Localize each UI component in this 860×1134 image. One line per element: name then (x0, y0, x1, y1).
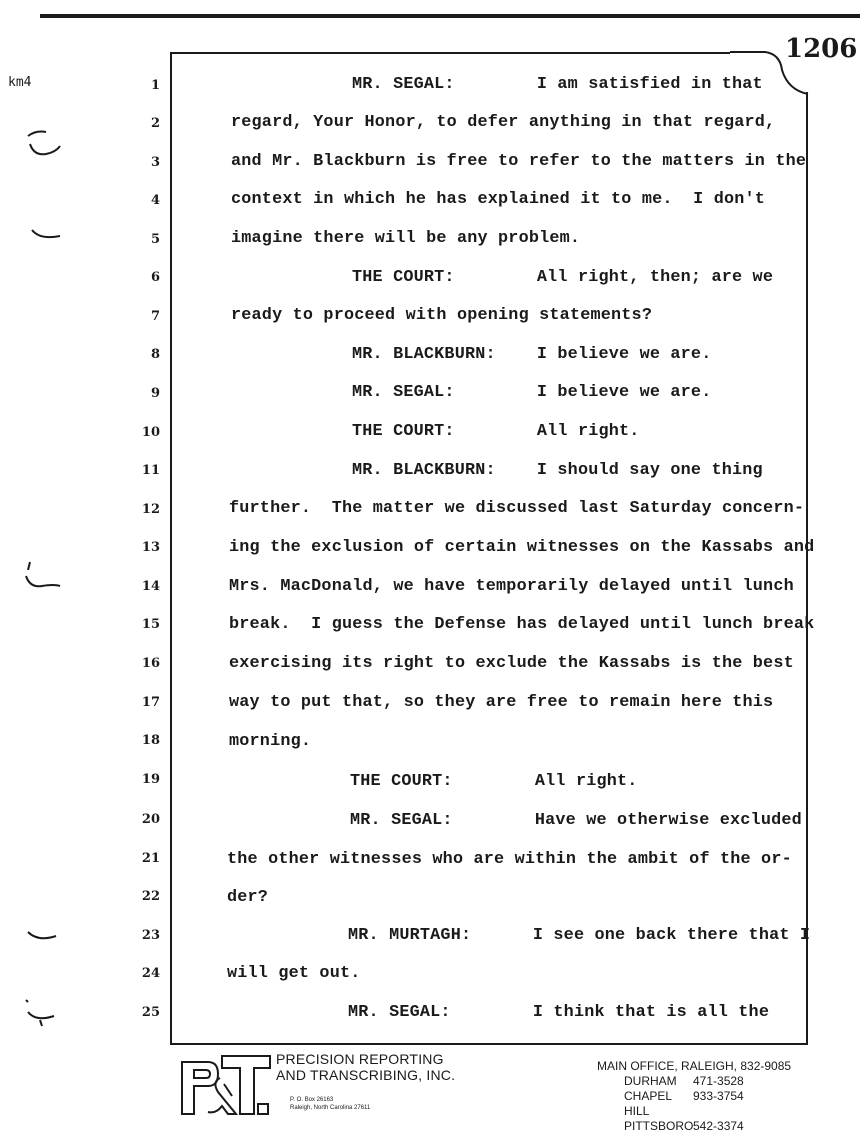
transcript-line: THE COURT: All right. (352, 422, 640, 441)
line-number: 6 (150, 270, 160, 285)
transcript-line: ing the exclusion of certain witnesses on the Kassabs and (229, 538, 815, 557)
margin-mark (26, 126, 66, 162)
line-number: 16 (141, 656, 160, 671)
line-number: 22 (141, 889, 160, 904)
line-number: 23 (141, 928, 160, 943)
margin-mark (30, 226, 64, 242)
margin-mark (22, 560, 66, 594)
firm-address (290, 1096, 370, 1112)
transcript-line: THE COURT: All right. (350, 772, 638, 791)
line-number: 24 (141, 966, 160, 981)
transcript-line: exercising its right to exclude the Kassabs is the best (229, 654, 794, 673)
margin-mark (22, 996, 62, 1032)
line-number: 17 (141, 695, 160, 710)
frame-bottom-line (170, 1043, 808, 1045)
firm-name (276, 1051, 455, 1083)
line-number: 2 (150, 116, 160, 131)
firm-name-line: PRECISION REPORTING (276, 1051, 444, 1067)
office-phone: 542-3374 (693, 1119, 744, 1133)
transcript-line: morning. (229, 732, 312, 751)
main-office: MAIN OFFICE, RALEIGH, 832-9085 (597, 1059, 792, 1073)
transcript-line: break. I guess the Defense has delayed until lunch break (229, 615, 815, 634)
frame-left-line (170, 52, 172, 1044)
line-number: 7 (150, 309, 160, 324)
transcript-line: Mrs. MacDonald, we have temporarily delayed until lunch (229, 577, 794, 596)
frame-right-line (806, 92, 808, 1044)
address-line: P. O. Box 26163 (290, 1097, 334, 1103)
firm-name-line: AND TRANSCRIBING, INC. (276, 1067, 456, 1083)
margin-mark (26, 928, 60, 944)
office-row (624, 1074, 791, 1089)
line-number: 20 (141, 812, 160, 827)
transcript-line: THE COURT: All right, then; are we (352, 268, 774, 287)
page-number: 1206 (785, 34, 858, 64)
transcript-line: the other witnesses who are within the ambit of the or- (227, 850, 792, 869)
transcript-line: and Mr. Blackburn is free to refer to the matters in the (231, 152, 807, 171)
transcript-line: der? (227, 888, 269, 907)
transcript-line: further. The matter we discussed last Saturday concern- (229, 499, 805, 518)
transcript-line: MR. MURTAGH: I see one back there that I (348, 926, 811, 945)
company-logo (178, 1052, 274, 1118)
line-number: 15 (141, 617, 160, 632)
transcript-line: context in which he has explained it to me. I don't (231, 190, 766, 209)
line-number: 8 (150, 347, 160, 362)
office-city: PITTSBORO (624, 1119, 694, 1133)
line-number: 21 (141, 851, 160, 866)
transcript-line: MR. SEGAL: I think that is all the (348, 1003, 770, 1022)
transcript-line: MR. BLACKBURN: I believe we are. (352, 345, 712, 364)
office-phone: 933-3754 (693, 1089, 744, 1103)
line-number: 12 (141, 502, 160, 517)
line-number: 1 (150, 78, 160, 93)
margin-label: km4 (8, 75, 32, 90)
office-city: CHAPEL HILL (624, 1089, 672, 1118)
line-number: 9 (150, 386, 160, 401)
top-rule (40, 14, 860, 18)
office-phone: 471-3528 (693, 1074, 744, 1088)
office-city: DURHAM (624, 1074, 677, 1088)
line-number: 10 (141, 425, 160, 440)
line-number: 13 (141, 540, 160, 555)
line-number: 11 (141, 463, 160, 478)
transcript-line: way to put that, so they are free to remain here this (229, 693, 774, 712)
office-row (624, 1119, 791, 1134)
transcript-line: MR. SEGAL: Have we otherwise excluded (350, 811, 802, 830)
transcript-line: will get out. (227, 964, 361, 983)
office-row (624, 1089, 791, 1119)
line-number: 4 (150, 193, 160, 208)
address-line: Raleigh, North Carolina 27611 (290, 1105, 371, 1111)
line-number: 3 (150, 155, 160, 170)
line-number: 19 (141, 772, 160, 787)
transcript-line: MR. SEGAL: I am satisfied in that (352, 75, 763, 94)
line-number: 14 (141, 579, 160, 594)
line-number: 18 (141, 733, 160, 748)
transcript-line: regard, Your Honor, to defer anything in that regard, (231, 113, 776, 132)
transcript-line: MR. SEGAL: I believe we are. (352, 383, 712, 402)
line-number: 25 (141, 1005, 160, 1020)
line-number: 5 (150, 232, 160, 247)
transcript-line: ready to proceed with opening statements? (231, 306, 653, 325)
transcript-line: imagine there will be any problem. (231, 229, 581, 248)
transcript-line: MR. BLACKBURN: I should say one thing (352, 461, 763, 480)
frame-top-line (170, 52, 730, 54)
